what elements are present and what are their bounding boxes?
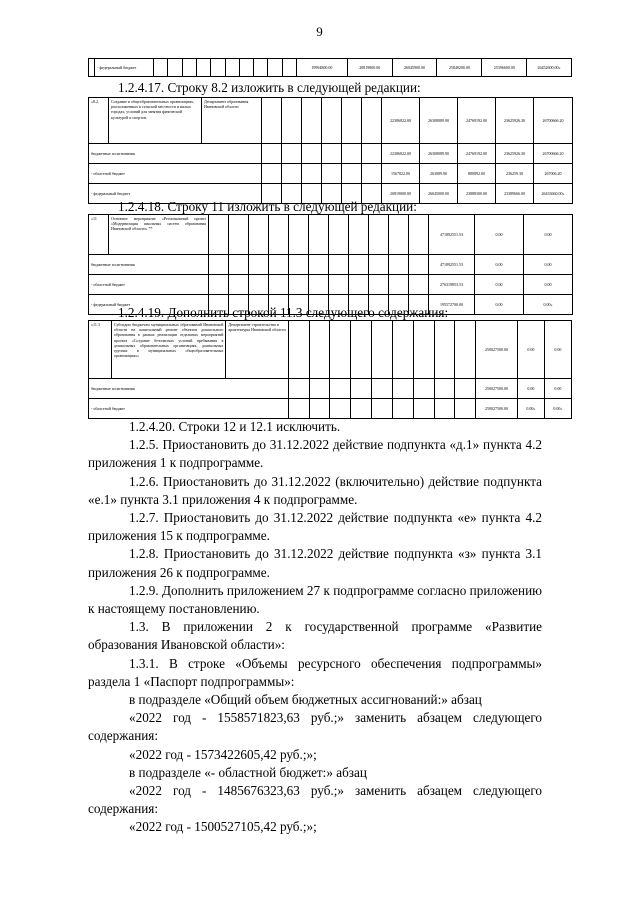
- table-cell: [455, 399, 476, 419]
- table-cell: 0.00: [524, 255, 573, 275]
- table-cell: [351, 379, 372, 399]
- table-cell: [225, 59, 239, 77]
- table-cell: 25396600.00: [482, 59, 527, 77]
- table-row: [89, 144, 573, 164]
- heading-item-1-2-4-18: 1.2.4.18. Строку 11 изложить в следующей редакции:: [118, 199, 417, 214]
- table-cell: 0.00»: [544, 399, 571, 419]
- table-cell: 19994800.00: [296, 59, 347, 77]
- table-cell: [342, 144, 362, 164]
- table-cell: 26700666.20: [534, 98, 573, 144]
- table-cell: [349, 215, 369, 255]
- table-cell: [372, 379, 393, 399]
- table-cell: 236259.30: [496, 164, 534, 184]
- table-cell: [455, 379, 476, 399]
- table-cell: 26452600.00»: [527, 59, 572, 77]
- table-cell: [269, 215, 289, 255]
- row-name: Основное мероприятие «Региональный проект «Модернизация школьных систем образования Ивановской области» **: [109, 215, 209, 255]
- table-cell: [372, 399, 393, 419]
- row-label: бюджетные ассигнования: [89, 379, 289, 399]
- table-cell: [269, 255, 289, 275]
- row-label: бюджетные ассигнования: [89, 144, 262, 164]
- row-executor: Департамент строительства и архитектуры Ивановской области: [226, 321, 288, 379]
- table-cell: [389, 255, 409, 275]
- table-cell: 0.00: [517, 321, 544, 379]
- table-cell: 22386822.00: [382, 98, 420, 144]
- table-cell: [362, 144, 382, 164]
- paragraph: «2022 год - 1573422605,42 руб.;»;: [129, 746, 317, 762]
- table-cell: 0.00: [517, 379, 544, 399]
- table-cell: 267006.20: [534, 164, 573, 184]
- table-cell: [322, 98, 342, 144]
- table-row: [89, 59, 572, 77]
- paragraph: 1.2.5. Приостановить до 31.12.2022 действие подпункта «д.1» пункта 4.2 приложения 1 к подпрограмме.: [88, 437, 542, 471]
- paragraph: 1.2.9. Дополнить приложением 27 к подпрограмме согласно приложению к настоящему постановлению.: [88, 582, 542, 617]
- table-cell: [330, 321, 351, 379]
- row-label: бюджетные ассигнования: [89, 255, 209, 275]
- table-cell: [249, 255, 269, 275]
- table-cell: [362, 164, 382, 184]
- table-cell: [289, 275, 309, 295]
- table-cell: [209, 215, 229, 255]
- table-cell: 263089.90: [420, 164, 458, 184]
- heading-item-1-2-4-17: 1.2.4.17. Строку 8.2 изложить в следующей редакции:: [118, 80, 421, 95]
- table-cell: [392, 379, 413, 399]
- table-cell: [349, 255, 369, 275]
- table-row: [89, 255, 573, 275]
- table-cell: [329, 255, 349, 275]
- table-cell: [282, 98, 302, 144]
- row-label: - федеральный бюджет: [89, 184, 262, 204]
- table-cell: 0.00»: [517, 399, 544, 419]
- table-cell: [282, 144, 302, 164]
- table-cell: [372, 321, 393, 379]
- row-name: Субсидии бюджетам муниципальных образований Ивановской области на капитальный ремонт объектов дошкольного образования в рамках реализации отдельных мероприятий проекта «Создание безопасных условий пребывания в дошкольных образовательных организациях, дошкольных группах в муниципальных общеобразовательных организациях»: [111, 321, 226, 379]
- row-number: «11.3: [89, 321, 112, 379]
- paragraph: 1.3.1. В строке «Объемы ресурсного обеспечения подпрограммы» раздела 1 «Паспорт подпрограммы»:: [88, 655, 542, 689]
- table-cell: 250027500.00: [476, 379, 518, 399]
- table-row-11-3: [88, 320, 572, 419]
- table-cell: [154, 59, 168, 77]
- paragraph: «2022 год - 1500527105,42 руб.;»;: [129, 819, 317, 835]
- table-cell: [182, 59, 196, 77]
- table-cell: [209, 275, 229, 295]
- table-cell: [413, 399, 434, 419]
- table-cell: [309, 255, 329, 275]
- table-cell: 0.00: [475, 275, 524, 295]
- table-cell: [211, 59, 225, 77]
- table-cell: [330, 399, 351, 419]
- table-cell: 880892.00: [458, 164, 496, 184]
- table-cell: [392, 321, 413, 379]
- table-row: [89, 321, 572, 379]
- table-cell: [302, 144, 322, 164]
- row-label: - областной бюджет: [89, 399, 289, 419]
- table-cell: [262, 164, 282, 184]
- table-cell: [409, 255, 429, 275]
- table-cell: 250027500.00: [476, 399, 518, 419]
- table-cell: [254, 59, 268, 77]
- page-number: 9: [316, 24, 323, 39]
- table-cell: 26308089.90: [420, 144, 458, 164]
- paragraph: 1.3. В приложении 2 к государственной программе «Развитие образования Ивановской области»:: [88, 619, 542, 653]
- table-cell: 26045900.00: [392, 59, 437, 77]
- body-text: [88, 418, 542, 837]
- table-cell: 23625926.30: [496, 144, 534, 164]
- table-cell: [342, 164, 362, 184]
- table-cell: 0.00: [475, 295, 524, 315]
- table-cell: [249, 215, 269, 255]
- paragraph: 1.2.7. Приостановить до 31.12.2022 действие подпункта «е» пункта 4.2 приложения 15 к подпрограмме.: [88, 510, 542, 544]
- table-cell: [209, 255, 229, 275]
- table-cell: [389, 215, 409, 255]
- table-cell: 20819000.00: [382, 184, 420, 204]
- row-name: Создание в общеобразовательных организациях, расположенных в сельской местности и малых городах, условий для занятия физической культурой и спортом: [109, 98, 202, 144]
- table-cell: 26308089.90: [420, 98, 458, 144]
- table-row: [89, 275, 573, 295]
- paragraph: 1.2.6. Приостановить до 31.12.2022 (включительно) действие подпункта «е.1» пункта 3.1 приложения 4 к подпрограмме.: [88, 473, 542, 507]
- table-cell: 26045000.00: [420, 184, 458, 204]
- table-row: [89, 215, 573, 255]
- table-cell: [392, 399, 413, 419]
- table-cell: [369, 255, 389, 275]
- table-cell: [322, 164, 342, 184]
- table-cell: [389, 275, 409, 295]
- table-cell: 26433660.00»: [534, 184, 573, 204]
- paragraph: в подразделе «- областной бюджет:» абзац: [129, 764, 367, 780]
- row-label: - областной бюджет: [89, 164, 262, 184]
- table-cell: [413, 379, 434, 399]
- table-cell: [329, 275, 349, 295]
- table-cell: [289, 215, 309, 255]
- table-row-11: [88, 214, 573, 315]
- table-cell: 471892551.53: [429, 255, 475, 275]
- table-cell: [434, 379, 455, 399]
- table-cell: 23888300.00: [458, 184, 496, 204]
- table-cell: [289, 255, 309, 275]
- table-cell: [309, 275, 329, 295]
- heading-item-1-2-4-19: 1.2.4.19. Дополнить строкой 11.3 следующего содержания:: [118, 305, 449, 320]
- table-cell: [434, 321, 455, 379]
- table-cell: [269, 275, 289, 295]
- paragraph: «2022 год - 1485676323,63 руб.;» заменить абзацем следующего содержания:: [88, 783, 542, 817]
- table-cell: [351, 321, 372, 379]
- table-cell: [288, 321, 309, 379]
- paragraph: «2022 год - 1558571823,63 руб.;» заменить абзацем следующего содержания:: [88, 710, 542, 744]
- row-executor: Департамент образования Ивановской области: [202, 98, 262, 144]
- table-cell: 250027500.00: [476, 321, 518, 379]
- row-label: - областной бюджет: [89, 275, 209, 295]
- table-cell: [322, 144, 342, 164]
- table-cell: 20819800.00: [347, 59, 392, 77]
- table-cell: [369, 275, 389, 295]
- table-cell: [229, 255, 249, 275]
- table-row-8-2: [88, 97, 573, 204]
- table-cell: [262, 144, 282, 164]
- table-cell: [409, 275, 429, 295]
- table-cell: 26700666.20: [534, 144, 573, 164]
- table-cell: 23389666.00: [496, 184, 534, 204]
- table-cell: [434, 399, 455, 419]
- table-row: [89, 379, 572, 399]
- table-cell: [349, 275, 369, 295]
- table-cell: [288, 399, 309, 419]
- table-cell: [409, 215, 429, 255]
- table-cell: 0.00: [524, 215, 573, 255]
- table-cell: [302, 98, 322, 144]
- table-cell: [309, 321, 330, 379]
- table-cell: [239, 59, 253, 77]
- table-cell: [309, 399, 330, 419]
- table-cell: [268, 59, 282, 77]
- paragraph: в подразделе «Общий объем бюджетных ассигнований:» абзац: [129, 692, 482, 708]
- table-cell: [329, 215, 349, 255]
- table-cell: [309, 215, 329, 255]
- table-cell: 195572700.00: [429, 295, 475, 315]
- table-cell: - федеральный бюджет: [95, 59, 154, 77]
- paragraph: 1.2.8. Приостановить до 31.12.2022 действие подпункта «з» пункта 3.1 приложения 26 к подпрограмме.: [88, 546, 542, 580]
- table-cell: [455, 321, 476, 379]
- table-cell: 0.00: [544, 321, 571, 379]
- table-cell: [288, 379, 309, 399]
- table-cell: [309, 379, 330, 399]
- table-cell: 0.00: [475, 255, 524, 275]
- table-cell: [351, 399, 372, 419]
- table-cell: [229, 275, 249, 295]
- table-cell: [229, 215, 249, 255]
- table-row: [89, 98, 573, 144]
- table-cell: 276319853.53: [429, 275, 475, 295]
- table-cell: [168, 59, 182, 77]
- table-cell: 0.00: [524, 275, 573, 295]
- paragraph: 1.2.4.20. Строки 12 и 12.1 исключить.: [129, 419, 341, 434]
- table-row: [89, 164, 573, 184]
- table-cell: [262, 98, 282, 144]
- table-cell: [249, 275, 269, 295]
- table-cell: 471892551.53: [429, 215, 475, 255]
- row-number: «11: [89, 215, 109, 255]
- table-cell: [330, 379, 351, 399]
- table-cell: [413, 321, 434, 379]
- table-cell: 24769192.00: [458, 98, 496, 144]
- row-number: «8.2.: [89, 98, 109, 144]
- table-cell: [369, 215, 389, 255]
- table-cell: 22386822.00: [382, 144, 420, 164]
- table-federal-budget-row: [88, 58, 572, 77]
- table-cell: [282, 164, 302, 184]
- table-cell: [362, 98, 382, 144]
- table-cell: [197, 59, 211, 77]
- table-cell: 23625926.30: [496, 98, 534, 144]
- table-cell: 0.00: [475, 215, 524, 255]
- table-row: [89, 399, 572, 419]
- table-cell: [282, 59, 296, 77]
- table-cell: 0.00: [544, 379, 571, 399]
- table-cell: [342, 98, 362, 144]
- table-cell: 0.00»: [524, 295, 573, 315]
- table-cell: 1567822.00: [382, 164, 420, 184]
- table-cell: [302, 164, 322, 184]
- table-cell: 24769192.00: [458, 144, 496, 164]
- row-label: - федеральный бюджет: [89, 295, 209, 315]
- table-cell: 25848200.00: [437, 59, 482, 77]
